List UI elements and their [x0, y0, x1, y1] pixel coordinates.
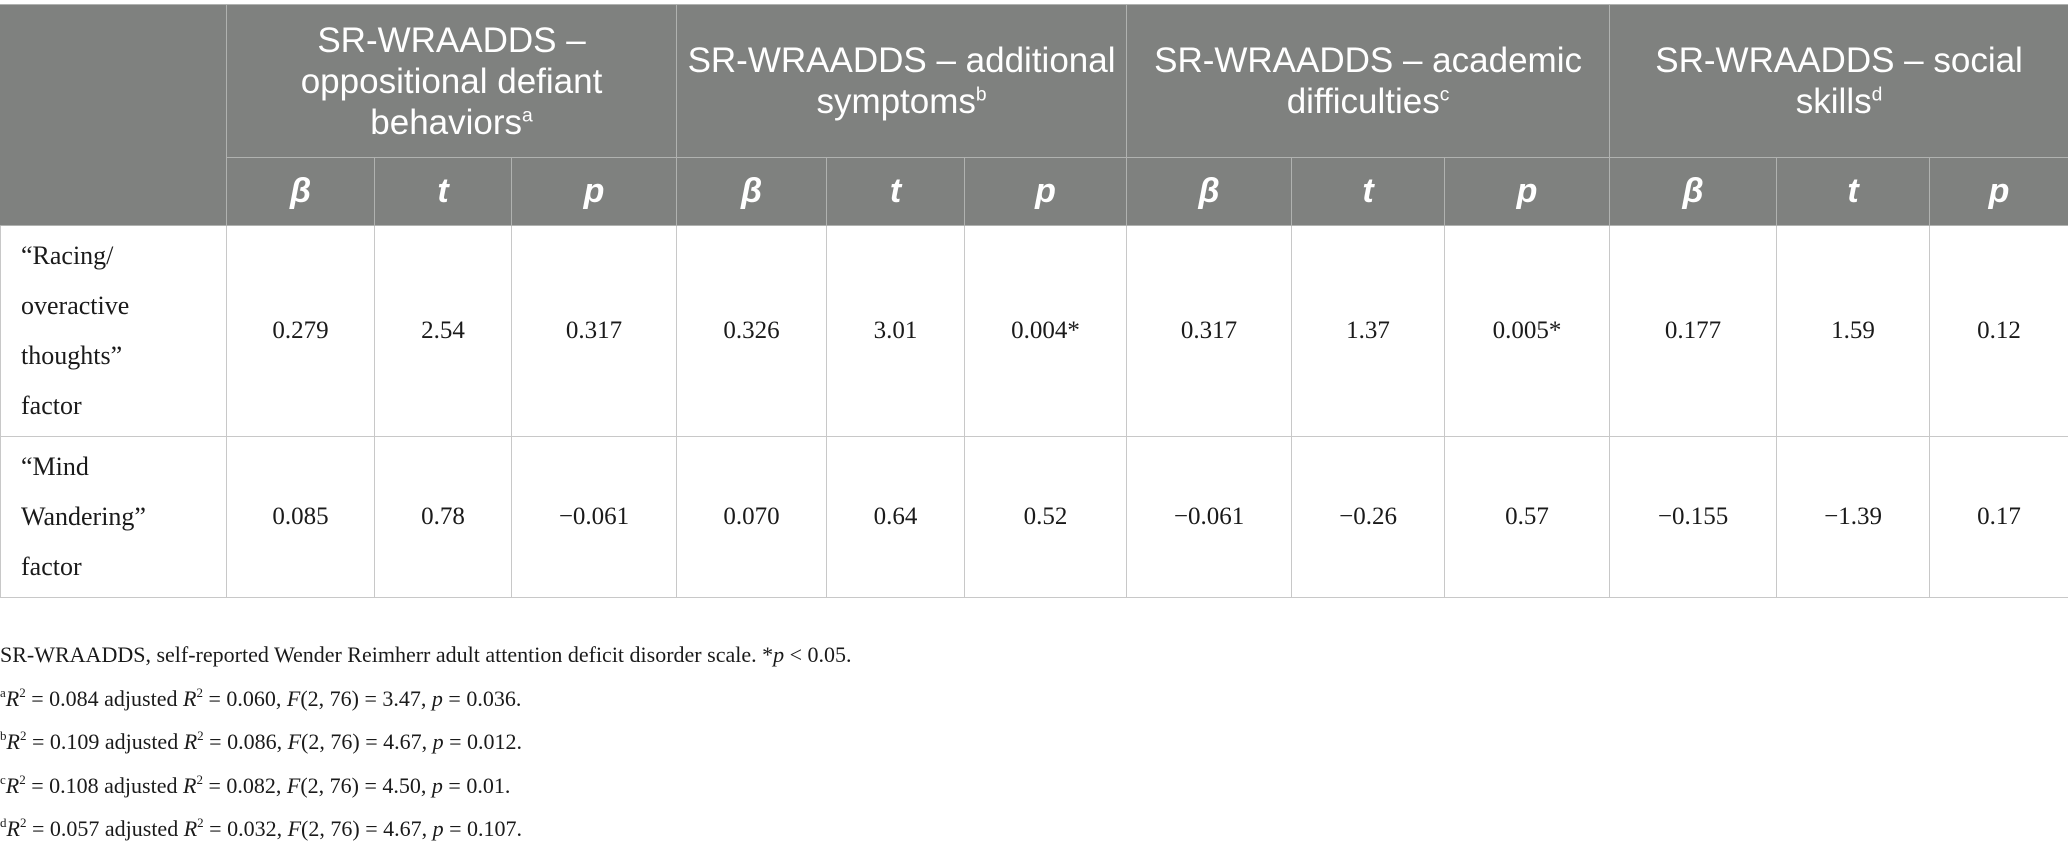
table-cell: −0.155 — [1610, 437, 1777, 598]
group-header-oppositional: SR-WRAADDS – oppositional defiant behaviors$^a$ — [227, 5, 677, 158]
table-cell: 0.64 — [827, 437, 965, 598]
table-cell: 0.317 — [512, 226, 677, 437]
table-row-mind-wandering — [1, 437, 2068, 598]
stat-header-beta: β — [1127, 158, 1292, 226]
table-cell: 0.317 — [1127, 226, 1292, 437]
table-row-racing-thoughts — [1, 226, 2068, 437]
stat-header-t: t — [1777, 158, 1930, 226]
stat-header-t: t — [1292, 158, 1445, 226]
stat-header-p: p — [1445, 158, 1610, 226]
table-cell: 3.01 — [827, 226, 965, 437]
stat-header-t: t — [375, 158, 512, 226]
table-cell: 0.279 — [227, 226, 375, 437]
footnote-abbreviation: SR-WRAADDS, self-reported Wender Reimherr adult attention deficit disorder scale. *p < 0.05. — [0, 636, 852, 674]
table-cell: −0.26 — [1292, 437, 1445, 598]
group-header-academic: SR-WRAADDS – academic difficulties$^c$ — [1127, 5, 1610, 158]
stat-header-p: p — [1930, 158, 2068, 226]
table-cell: −0.061 — [1127, 437, 1292, 598]
table-cell: 1.37 — [1292, 226, 1445, 437]
stat-header-beta: β — [1610, 158, 1777, 226]
table-cell: 0.17 — [1930, 437, 2068, 598]
stat-header-beta: β — [677, 158, 827, 226]
table-cell: 0.004* — [965, 226, 1127, 437]
stat-header-t: t — [827, 158, 965, 226]
stat-header-row — [1, 158, 2068, 226]
footnote-d: $^dR^2 = 0.057$ adjusted $R^2 = 0.032$, F(2, 76) = 4.67, p = 0.107. — [0, 804, 852, 848]
footnote-b: $^bR^2 = 0.109$ adjusted $R^2 = 0.086$, F(2, 76) = 4.67, p = 0.012. — [0, 717, 852, 761]
table-cell: 0.177 — [1610, 226, 1777, 437]
group-header-social: SR-WRAADDS – social skills$^d$ — [1610, 5, 2068, 158]
table-cell: −1.39 — [1777, 437, 1930, 598]
table-cell: 0.57 — [1445, 437, 1610, 598]
table-cell: 0.52 — [965, 437, 1127, 598]
table-cell: 1.59 — [1777, 226, 1930, 437]
table-footnotes — [0, 636, 852, 848]
footnote-a: $^aR^2 = 0.084$ adjusted $R^2 = 0.060$, F(2, 76) = 3.47, p = 0.036. — [0, 674, 852, 718]
table-cell: 0.085 — [227, 437, 375, 598]
table-cell: 0.070 — [677, 437, 827, 598]
table-cell: 0.12 — [1930, 226, 2068, 437]
table-cell: 0.005* — [1445, 226, 1610, 437]
stat-header-beta: β — [227, 158, 375, 226]
group-header-row — [1, 5, 2068, 158]
corner-header-cell — [1, 5, 227, 226]
footnote-c: $^cR^2 = 0.108$ adjusted $R^2 = 0.082$, F(2, 76) = 4.50, p = 0.01. — [0, 761, 852, 805]
stat-header-p: p — [965, 158, 1127, 226]
stat-header-p: p — [512, 158, 677, 226]
table-cell: 0.326 — [677, 226, 827, 437]
row-label-mind-wandering: “Mind Wandering” factor — [1, 437, 227, 598]
table-cell: 2.54 — [375, 226, 512, 437]
regression-table — [0, 4, 2068, 598]
row-label-racing-thoughts: “Racing/ overactive thoughts” factor — [1, 226, 227, 437]
group-header-additional: SR-WRAADDS – additional symptoms$^b$ — [677, 5, 1127, 158]
table-cell: 0.78 — [375, 437, 512, 598]
table-cell: −0.061 — [512, 437, 677, 598]
